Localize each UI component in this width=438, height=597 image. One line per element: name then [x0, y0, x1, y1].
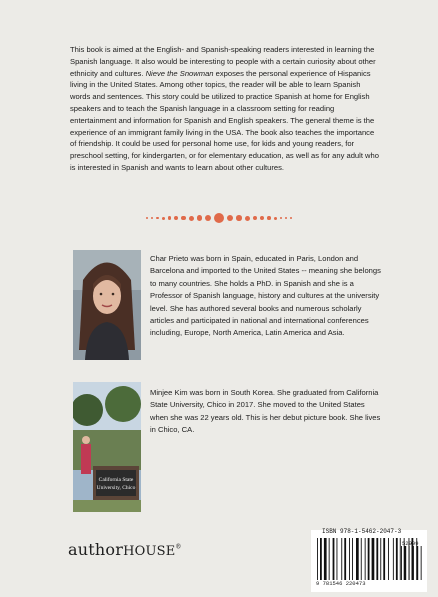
barcode-bar: [361, 538, 362, 580]
divider-dot: [274, 217, 277, 220]
isbn-label: ISBN 978-1-5462-2047-3: [322, 528, 402, 535]
barcode-bar: [400, 538, 401, 580]
divider-dot: [290, 217, 292, 219]
barcode-bar: [344, 538, 346, 580]
author-photo: [73, 250, 141, 360]
sign-line-2: University, Chico: [96, 485, 136, 491]
barcode-bar: [341, 538, 342, 580]
divider-dot: [162, 217, 165, 220]
barcode-bar: [333, 538, 335, 580]
divider-dot: [280, 217, 283, 220]
publisher-logo: [68, 540, 182, 559]
divider-dot: [245, 216, 250, 221]
barcode-bar: [352, 538, 353, 580]
logo-prefix: author: [68, 540, 124, 559]
barcode-bar: [376, 538, 378, 580]
barcode-bar: [396, 538, 398, 580]
divider-dot: [267, 216, 271, 220]
barcode-digits: 9 781546 220473: [316, 580, 366, 587]
logo-mark: ®: [175, 543, 182, 551]
barcode-addon-bar: [409, 546, 410, 580]
barcode-bar: [356, 538, 359, 580]
barcode-addon-bar: [416, 546, 418, 580]
divider-dot: [181, 216, 186, 221]
author-bio: Char Prieto was born in Spain, educated in Paris, London and Barcelona and imported to the United States -- meaning she belongs to many countries. She holds a PhD. in Spanish and she is a Professor of Spanish language, history and cultures at the university level. She has authored several books and numerous scholarly articles and participated in national and international conferences including, Europe, North America, Latin America and Asia.: [150, 254, 381, 338]
barcode-bar: [380, 538, 381, 580]
divider-dot: [253, 216, 258, 221]
divider-dot: [285, 217, 287, 219]
barcode-bar: [320, 538, 322, 580]
barcode-bar: [365, 538, 366, 580]
divider-dot: [156, 217, 159, 220]
barcode-addon-bar: [421, 546, 422, 580]
divider-dot: [189, 216, 194, 221]
divider-dot: [236, 215, 242, 221]
barcode-bar: [372, 538, 375, 580]
barcode-bar: [337, 538, 338, 580]
logo-suffix: HOUSE: [123, 544, 176, 559]
illustrator-photo: [73, 382, 141, 512]
barcode-bar: [317, 538, 318, 580]
illustrator-bio: Minjee Kim was born in South Korea. She graduated from California State University, Chico in 2017. She moved to the United States when she was 22 years old. This is her debut picture book. She lives in Chico, CA.: [150, 388, 381, 435]
barcode-addon-bar: [401, 546, 402, 580]
barcode-bar: [393, 538, 394, 580]
barcode-bar: [349, 538, 350, 580]
barcode-bar: [388, 538, 389, 580]
divider-dot: [214, 213, 224, 223]
divider-dot: [151, 217, 153, 219]
price-code: 52999: [402, 540, 419, 547]
barcode-addon-bar: [404, 546, 406, 580]
divider-dot: [227, 215, 233, 221]
book-description: [70, 44, 382, 174]
divider-dot: [205, 215, 211, 221]
divider-dot: [260, 216, 264, 220]
divider-dot: [197, 215, 203, 221]
divider-dot: [146, 217, 148, 219]
sign-line-1: California State: [98, 477, 134, 483]
book-title: Nieve the Snowman: [145, 68, 214, 78]
barcode-bar: [329, 538, 330, 580]
decorative-divider: [0, 213, 438, 223]
description-part-1: This book is aimed at the English- and Spanish-speaking readers interested in learning the Spanish language. It also would be interesting to people with a certain curiosity about other ethnicity and cultures.: [70, 45, 376, 78]
barcode-bar: [324, 538, 327, 580]
barcode-bar: [368, 538, 370, 580]
barcode-bar: [383, 538, 385, 580]
divider-dot: [174, 216, 178, 220]
barcode-addon-bar: [413, 546, 414, 580]
description-part-2: exposes the personal experience of Hispanics living in the United States. Among other topics, the reader will be able to learn Spanish words and sentences. This story could be utilized to practice Spanish at home for English speakers and to teach the Spanish language in a classroom setting for reading entertainment and information for Spanish and English speakers. The general theme is the experience of an immigrant family living in the USA. The book also teaches the importance of friendship. It could be used for personal home use, for kids and young readers, for preschool setting, for kindergarten, or for elementary education, as well as for any adult who is interested in Spanish and wants to learn about other cultures.: [70, 68, 379, 172]
divider-dot: [168, 216, 172, 220]
